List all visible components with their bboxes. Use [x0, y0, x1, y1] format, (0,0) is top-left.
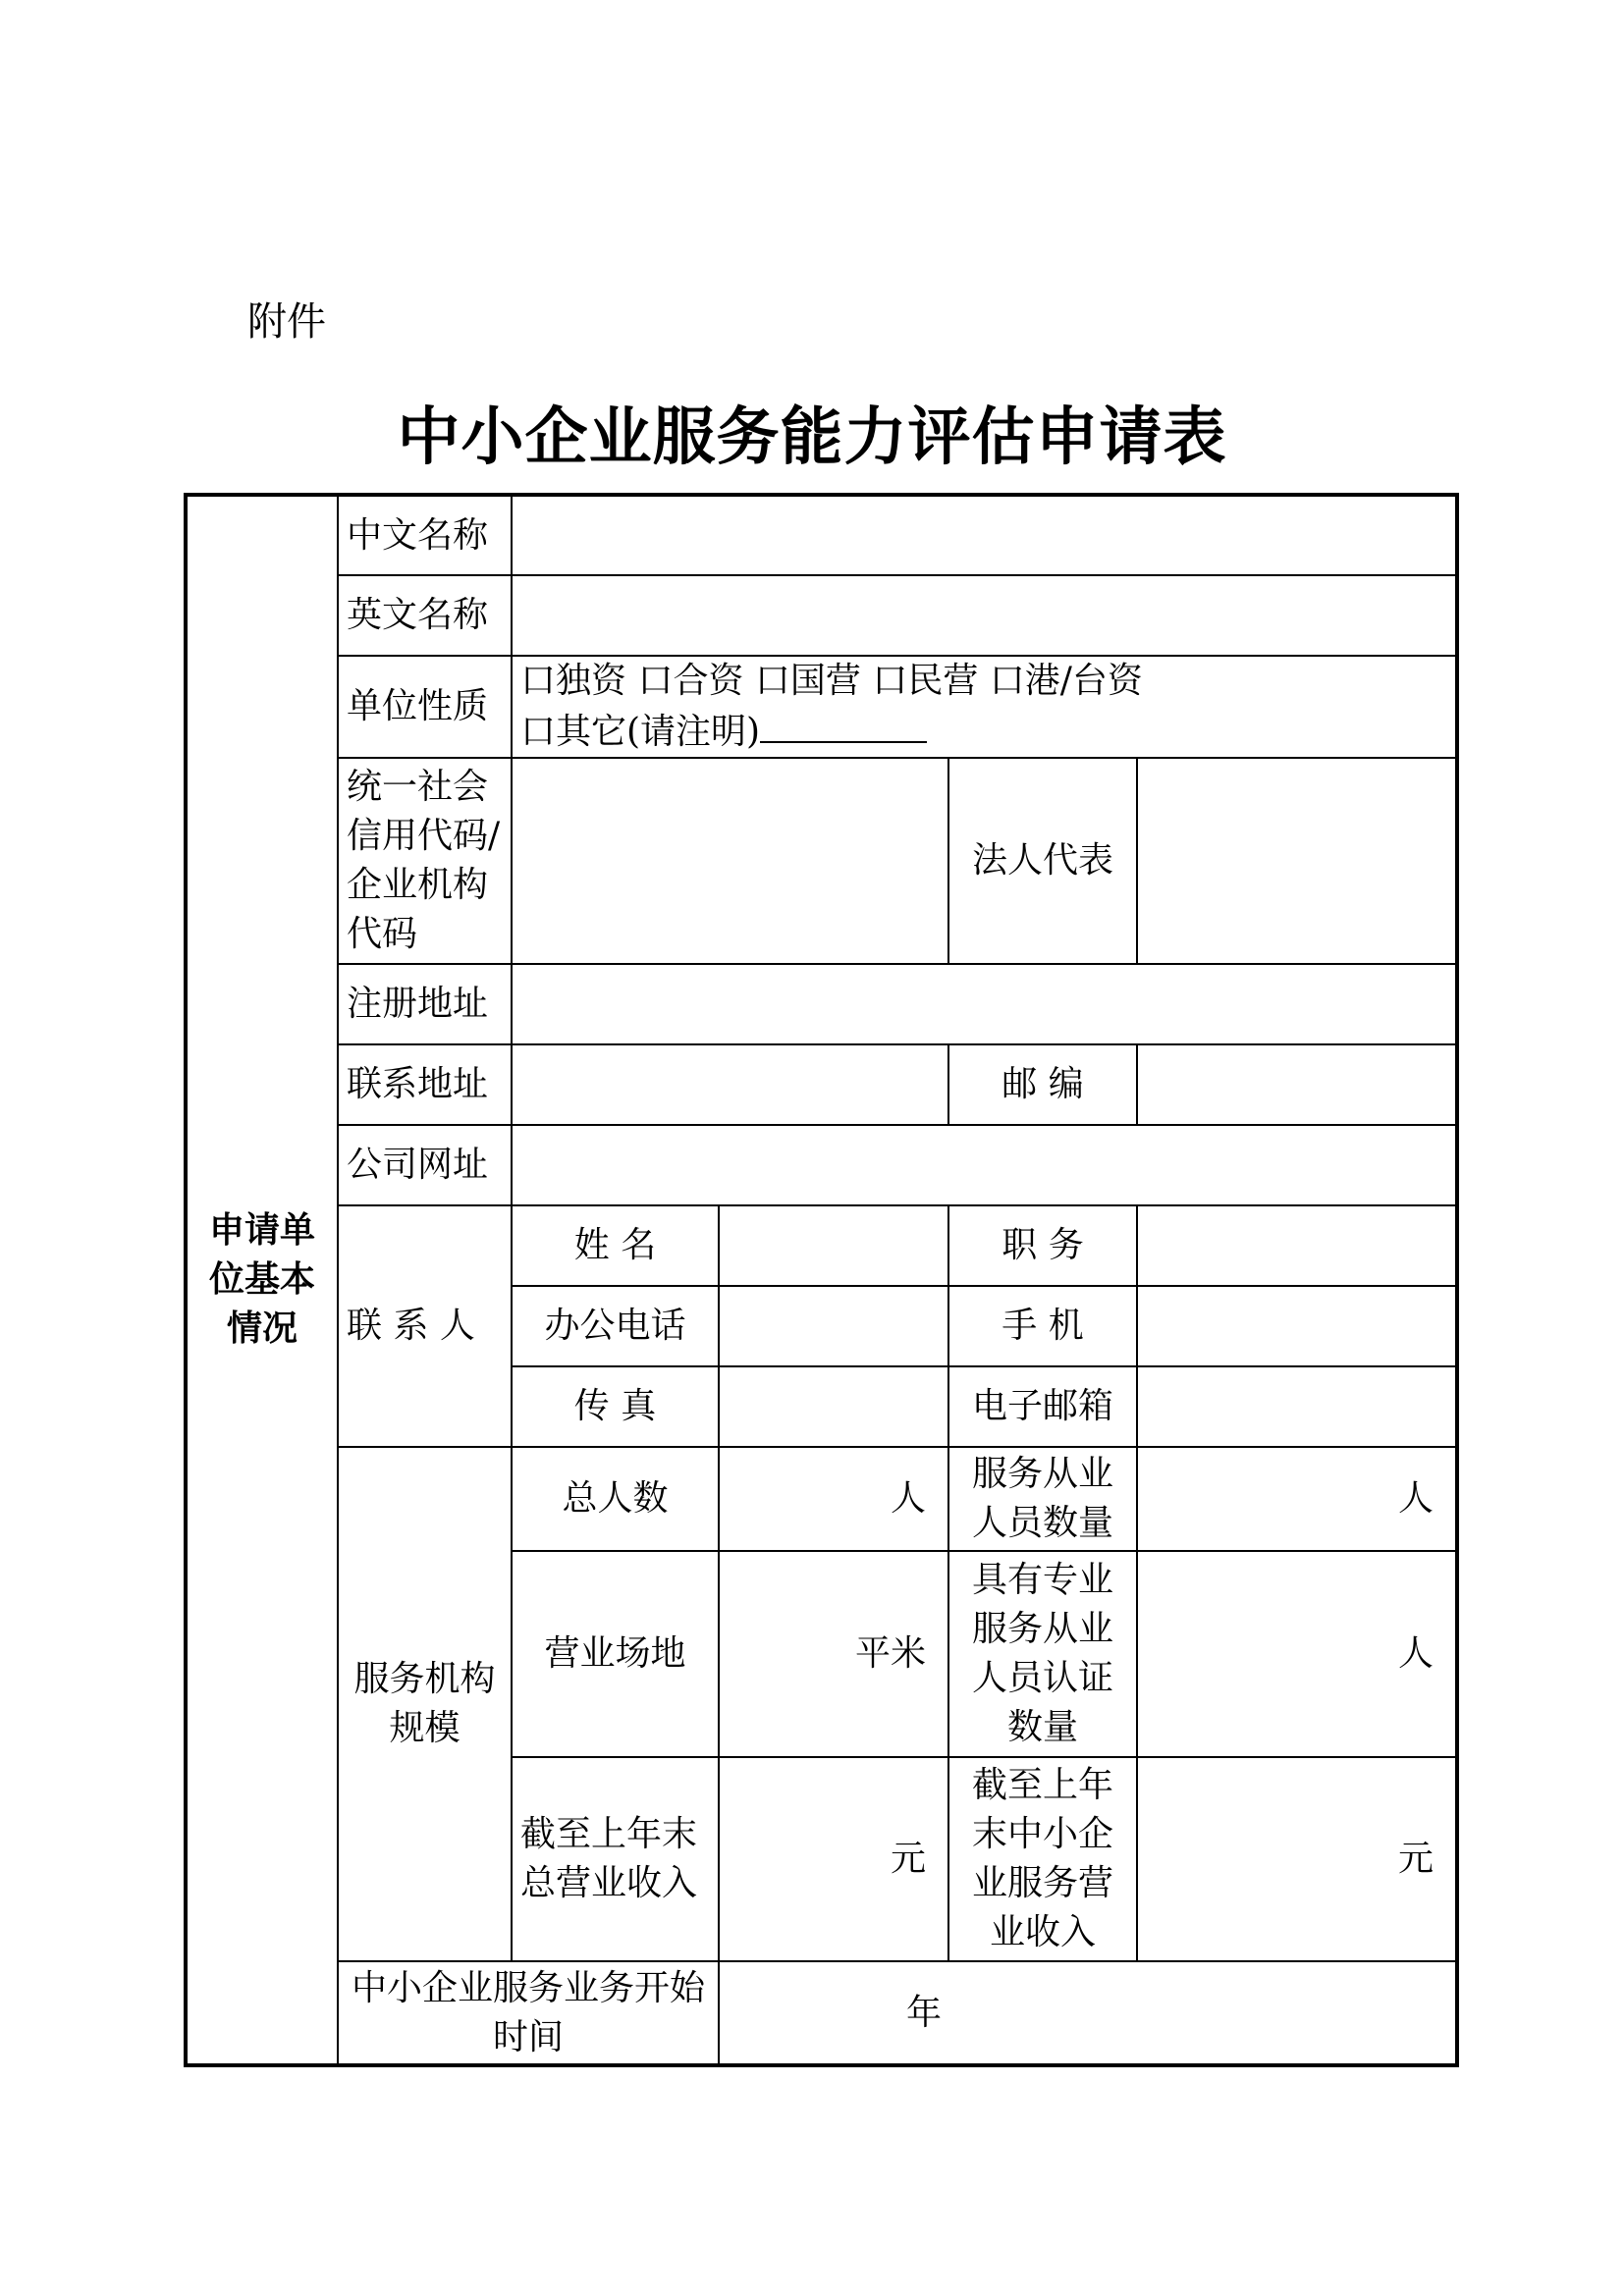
input-position[interactable] — [1137, 1205, 1457, 1286]
input-chinese-name[interactable] — [512, 495, 1457, 575]
label-total-revenue: 截至上年末总营业收入 — [512, 1757, 719, 1961]
label-english-name: 英文名称 — [338, 575, 512, 656]
input-contact-address[interactable] — [512, 1044, 948, 1125]
label-credit-code: 统一社会信用代码/企业机构代码 — [338, 758, 512, 964]
application-form-table — [184, 493, 1459, 2067]
unit-person: 人 — [1397, 1633, 1434, 1674]
label-legal-rep: 法人代表 — [948, 758, 1137, 964]
input-service-staff[interactable] — [1137, 1447, 1457, 1551]
input-fax[interactable] — [719, 1366, 948, 1447]
label-chinese-name: 中文名称 — [338, 495, 512, 575]
input-legal-rep[interactable] — [1137, 758, 1457, 964]
label-sme-revenue: 截至上年末中小企业服务营业收入 — [948, 1757, 1137, 1961]
unit-person: 人 — [890, 1478, 926, 1519]
unit-person: 人 — [1397, 1478, 1434, 1519]
input-english-name[interactable] — [512, 575, 1457, 656]
form-title: 中小企业服务能力评估申请表 — [397, 401, 1227, 474]
input-sme-revenue[interactable] — [1137, 1757, 1457, 1961]
unit-yuan: 元 — [890, 1839, 926, 1879]
nature-other-blank[interactable] — [760, 706, 927, 743]
unit-yuan: 元 — [1397, 1839, 1434, 1879]
input-business-area[interactable] — [719, 1551, 948, 1757]
label-business-area: 营业场地 — [512, 1551, 719, 1757]
input-email[interactable] — [1137, 1366, 1457, 1447]
section-label-cell — [186, 495, 338, 2065]
input-total-revenue[interactable] — [719, 1757, 948, 1961]
unit-nature-options[interactable] — [512, 656, 1457, 758]
label-certified-staff: 具有专业服务从业人员认证数量 — [948, 1551, 1137, 1757]
label-unit-nature: 单位性质 — [338, 656, 512, 758]
label-total-staff: 总人数 — [512, 1447, 719, 1551]
nature-other-label: 口其它(请注明) — [520, 712, 761, 752]
label-fax: 传 真 — [512, 1366, 719, 1447]
input-certified-staff[interactable] — [1137, 1551, 1457, 1757]
input-registered-address[interactable] — [512, 964, 1457, 1044]
label-postcode: 邮 编 — [948, 1044, 1137, 1125]
unit-sqm: 平米 — [854, 1633, 926, 1674]
input-credit-code[interactable] — [512, 758, 948, 964]
label-start-time: 中小企业服务业务开始时间 — [338, 1961, 719, 2065]
input-office-phone[interactable] — [719, 1286, 948, 1366]
input-mobile[interactable] — [1137, 1286, 1457, 1366]
label-service-staff: 服务从业人员数量 — [948, 1447, 1137, 1551]
label-position: 职 务 — [948, 1205, 1137, 1286]
unit-year: 年 — [906, 1992, 943, 2033]
input-total-staff[interactable] — [719, 1447, 948, 1551]
section-label: 申请单位基本情况 — [208, 1210, 315, 1349]
label-office-phone: 办公电话 — [512, 1286, 719, 1366]
label-service-scale: 服务机构规模 — [338, 1447, 512, 1961]
label-contact-person: 联 系 人 — [338, 1205, 512, 1447]
input-name[interactable] — [719, 1205, 948, 1286]
label-website: 公司网址 — [338, 1125, 512, 1205]
label-name: 姓 名 — [512, 1205, 719, 1286]
input-postcode[interactable] — [1137, 1044, 1457, 1125]
label-mobile: 手 机 — [948, 1286, 1137, 1366]
input-start-time[interactable] — [719, 1961, 1457, 2065]
attachment-label: 附件 — [247, 299, 326, 345]
input-website[interactable] — [512, 1125, 1457, 1205]
nature-options-line2[interactable] — [520, 706, 1447, 757]
label-email: 电子邮箱 — [948, 1366, 1137, 1447]
label-contact-address: 联系地址 — [338, 1044, 512, 1125]
label-registered-address: 注册地址 — [338, 964, 512, 1044]
nature-options-line1[interactable]: 口独资 口合资 口国营 口民营 口港/台资 — [520, 661, 1143, 701]
